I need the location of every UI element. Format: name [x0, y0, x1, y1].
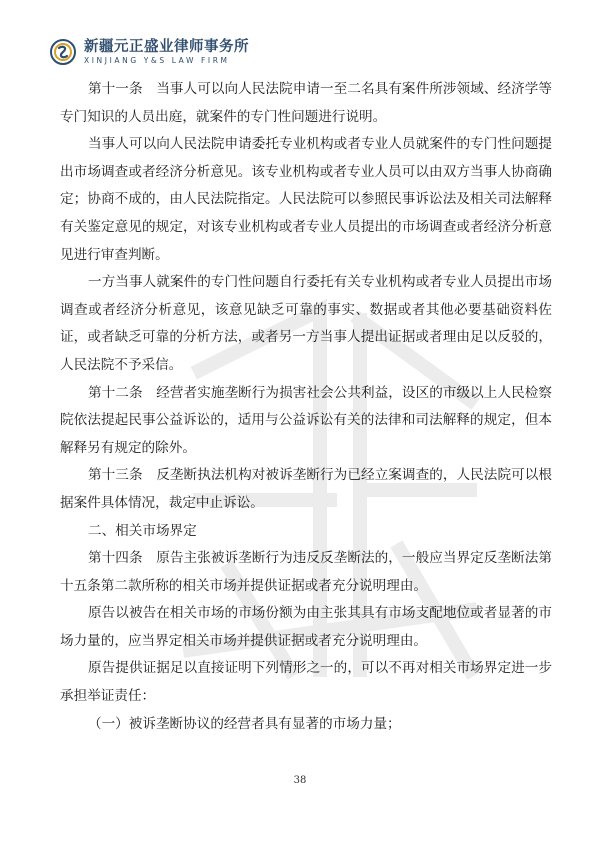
- paragraph-market-share: 原告以被告在相关市场的市场份额为由主张其具有市场支配地位或者显著的市场力量的，应当界定相关市场并提供证据或者充分说明理由。: [60, 605, 552, 649]
- firm-name-cn: 新疆元正盛业律师事务所: [84, 38, 249, 55]
- section-heading-relevant-market: 二、相关市场界定: [88, 522, 197, 539]
- watermark-text: 元正盛业: [335, 680, 339, 681]
- paragraph-article-13: 第十三条 反垄断执法机构对被诉垄断行为已经立案调查的，人民法院可以根据案件具体情况，裁定中止诉讼。: [60, 467, 552, 511]
- paragraph-burden-of-proof: 原告提供证据足以直接证明下列情形之一的，可以不再对相关市场界定进一步承担举证责任：: [60, 660, 552, 705]
- paragraph-self-commissioned-opinion: 一方当事人就案件的专门性问题自行委托有关专业机构或者专业人员提出市场调查或者经济分析意见，该意见缺乏可靠的事实、数据或者其他必要基础资料佐证，或者缺乏可靠的分析方法，或者另一方当事人提出证据或者理由足以反驳的，人民法院不予采信。: [60, 274, 552, 373]
- page-number: 38: [293, 775, 307, 786]
- paragraph-article-11: 第十一条 当事人可以向人民法院申请一至二名具有案件所涉领域、经济学等专门知识的人员出庭，就案件的专门性问题进行说明。: [60, 81, 552, 125]
- list-item-1: （一）被诉垄断协议的经营者具有显著的市场力量；: [88, 715, 401, 732]
- paragraph-entrusted-expert: 当事人可以向人民法院申请委托专业机构或者专业人员就案件的专门性问题提出市场调查或者经济分析意见。该专业机构或者专业人员可以由双方当事人协商确定；协商不成的，由人民法院指定。人民法院可以参照民事诉讼法及相关司法解释有关鉴定意见的规定，对该专业机构或者专业人员提出的市场调查或者经济分析意见进行审查判断。: [60, 136, 552, 263]
- firm-name-en: XINJIANG Y&S LAW FIRM: [84, 55, 230, 65]
- document-body: [60, 76, 552, 738]
- paragraph-article-12: 第十二条 经营者实施垄断行为损害社会公共利益，设区的市级以上人民检察院依法提起民事公益诉讼的，适用与公益诉讼有关的法律和司法解释的规定，但本解释另有规定的除外。: [60, 384, 552, 456]
- firm-logo-icon: [50, 39, 76, 65]
- firm-header: [50, 32, 249, 72]
- paragraph-article-14: 第十四条 原告主张被诉垄断行为违反反垄断法的，一般应当界定反垄断法第十五条第二款所称的相关市场并提供证据或者充分说明理由。: [60, 550, 552, 594]
